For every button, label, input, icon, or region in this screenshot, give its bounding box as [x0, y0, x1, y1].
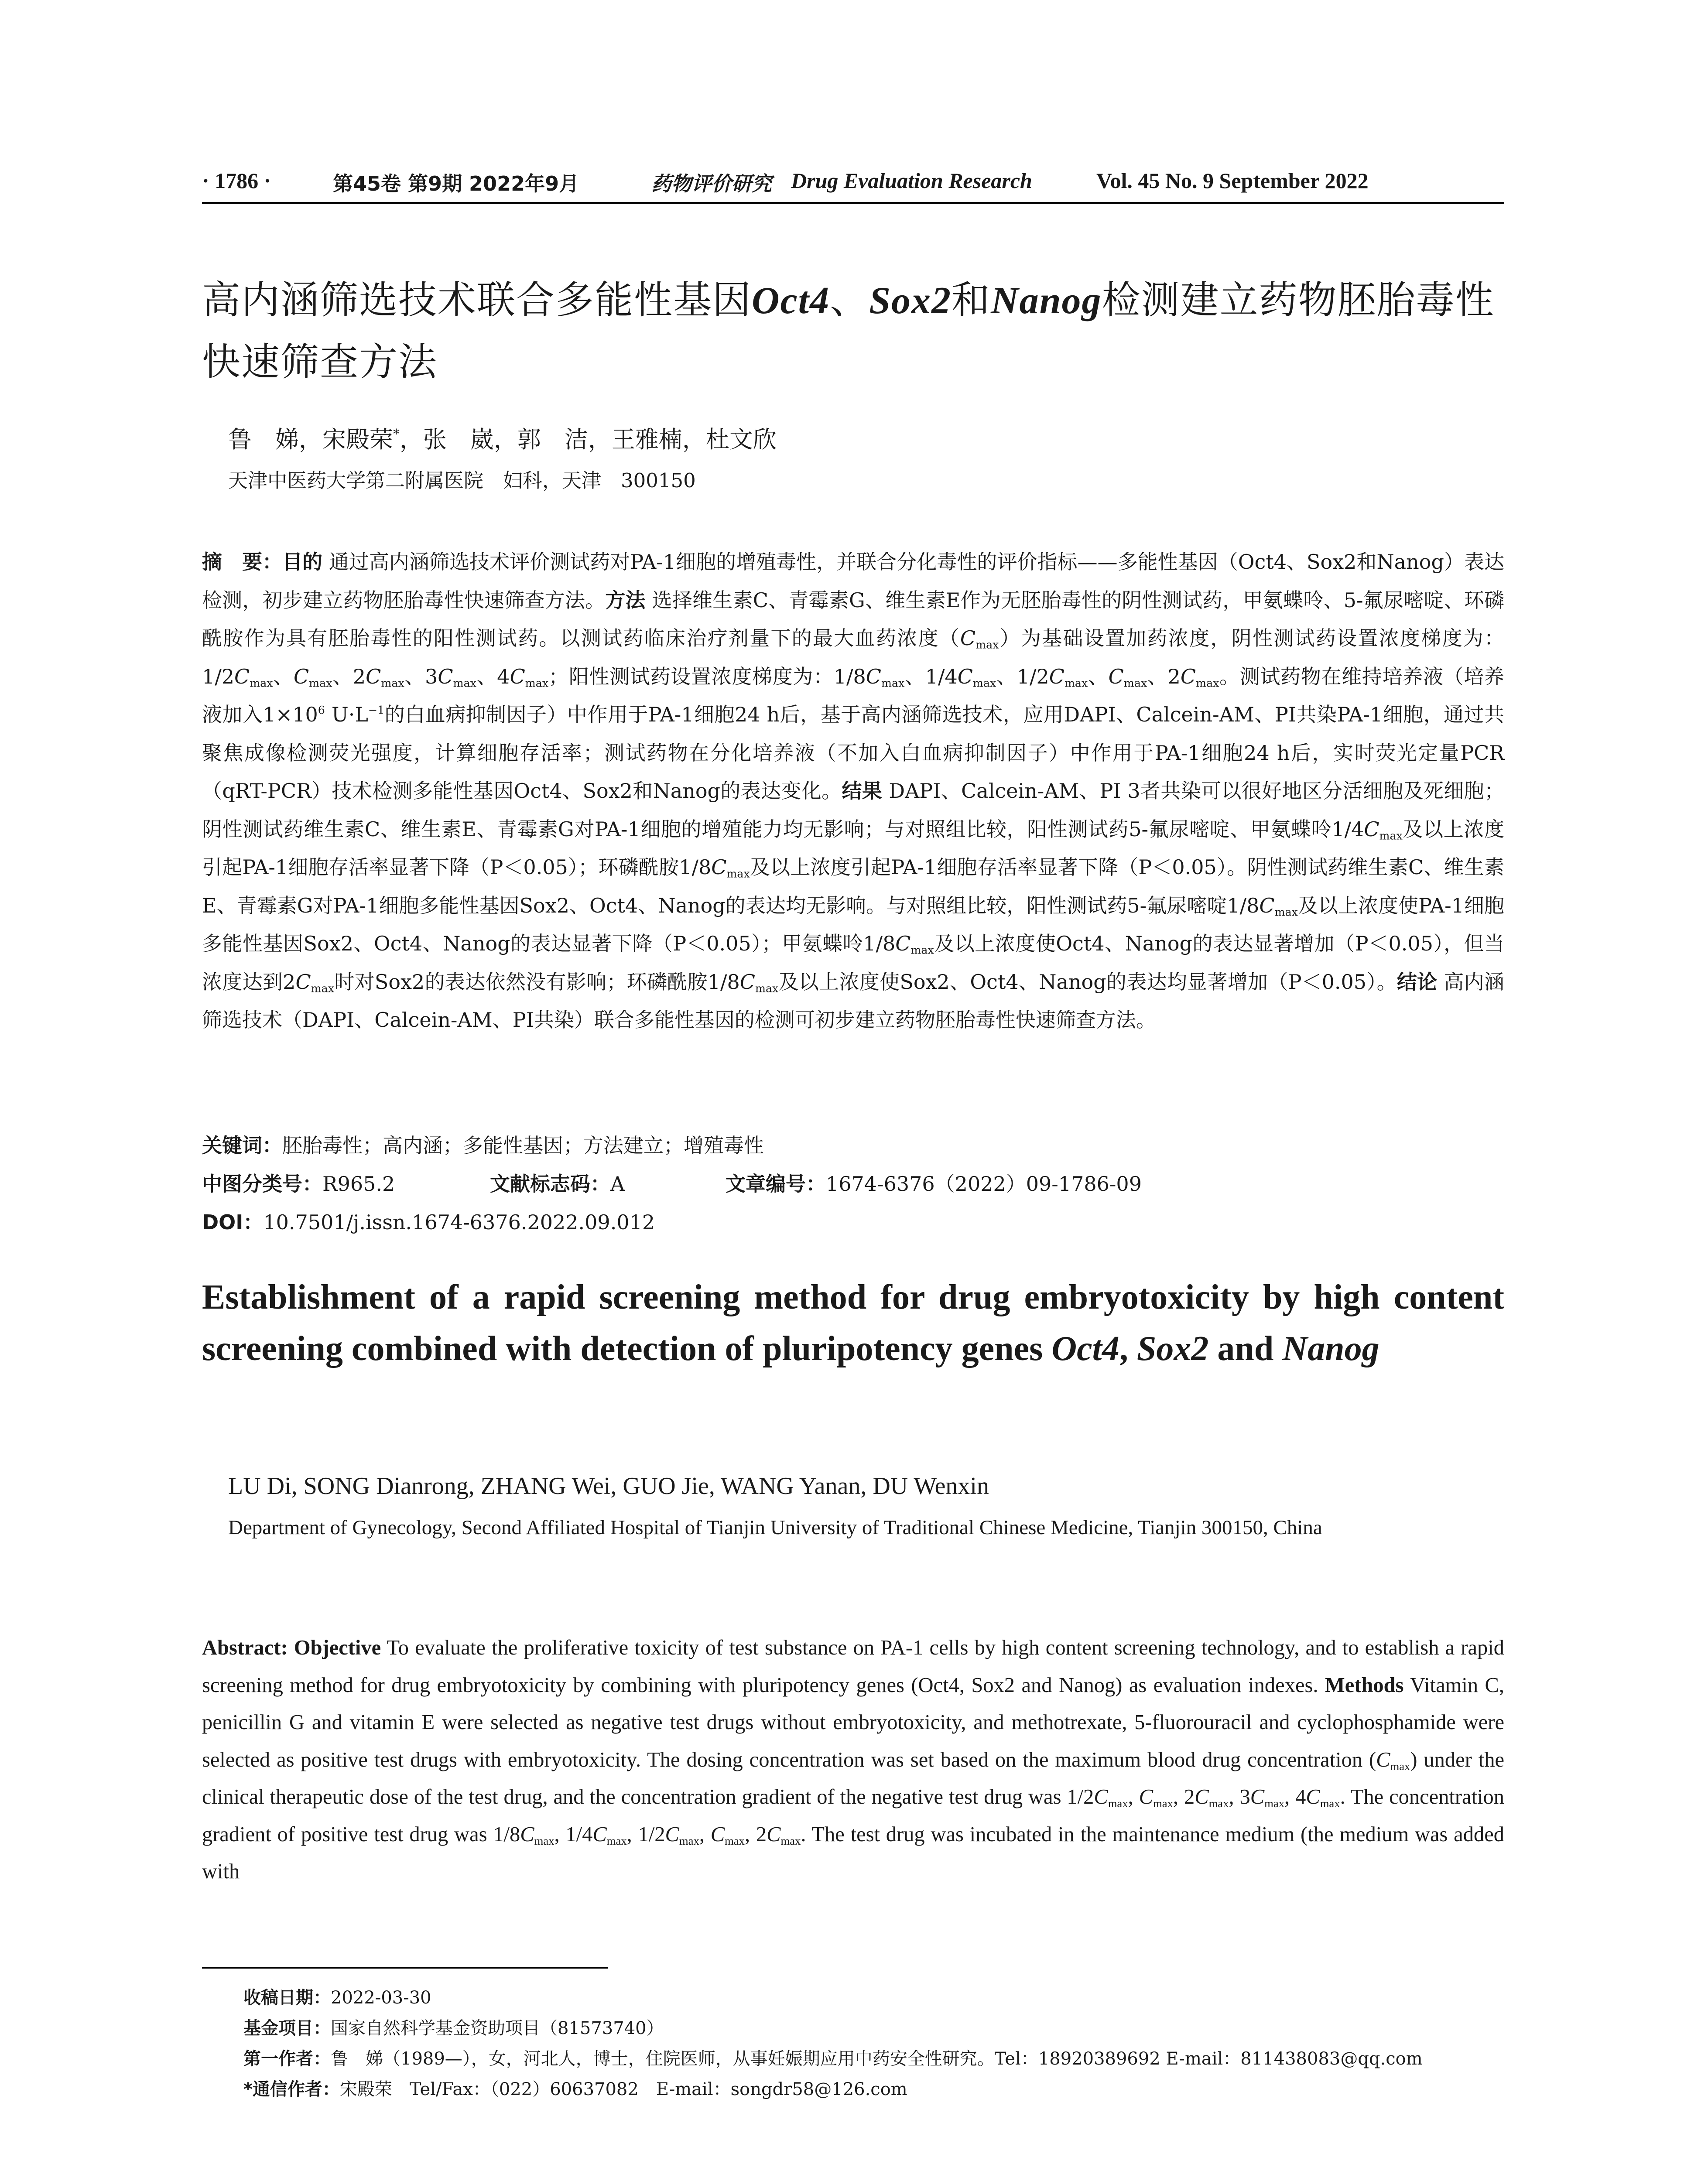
chinese-affiliation: 天津中医药大学第二附属医院 妇科，天津 300150 [228, 469, 696, 492]
journal-name-en: Drug Evaluation Research [791, 168, 1032, 193]
cmax-symbol: C [960, 626, 976, 650]
footnote-fund: 基金项目：国家自然科学基金资助项目（81573740） [243, 2018, 664, 2038]
header-rule [202, 202, 1504, 204]
footnote-received: 收稿日期：2022-03-30 [243, 1988, 431, 2008]
cmax-symbol: C [592, 1822, 607, 1846]
cmax-symbol: C [438, 664, 453, 688]
chinese-abstract: 摘 要：目的 通过高内涵筛选技术评价测试药对PA-1细胞的增殖毒性，并联合分化毒性的评价指标——多能性基因（Oct4、Sox2和Nanog）表达检测，初步建立药物胚胎毒性快速筛查方法。方法 选择维生素C、青霉素G、维生素E作为无胚胎毒性的阴性测试药，甲氨蝶呤、5-氟尿嘧啶、环磷酰胺作为具有胚胎毒性的阳性测试药。以测试药临床治疗剂量下的最大血药浓度$(C_{max})$为基础设置加药浓度，阴性测试药设置浓度梯度为：$1/2C_{max}$、$C_{max}$、$2C_{max}$、$3C_{max}$、$4C_{max}$；阳性测试药设置浓度梯度为：$1/8C_{max}$、$1/4C_{max}$、$1/2C_{max}$、$C_{max}$、$2C_{max}$。测试药物在维持培养液（培养液加入$1\times 10^6$ $U\cdot L^{-1}$的白血病抑制因子）中作用于PA-1细胞24 h后，基于高内涵筛选技术，应用DAPI、Calcein-AM、PI共染PA-1细胞，通过共聚焦成像检测荧光强度，计算细胞存活率；测试药物在分化培养液（不加入白血病抑制因子）中作用于PA-1细胞24 h后，实时荧光定量PCR（qRT-PCR）技术检测多能性基因Oct4、Sox2和Nanog的表达变化。结果 DAPI、Calcein-AM、PI 3者共染可以很好地区分活细胞及死细胞；阴性测试药维生素C、维生素E、青霉素G对PA-1细胞的增殖能力均无影响；与对照组比较，阳性测试药5-氟尿嘧啶、甲氨蝶呤$1/4C_{max}$及以上浓度引起PA-1细胞存活率显著下降（P＜0.05）；环磷酰胺$1/8C_{max}$及以上浓度引起PA-1细胞存活率显著下降（P＜0.05）。阴性测试药维生素C、维生素E、青霉素G对PA-1细胞多能性基因Sox2、Oct4、Nanog的表达均无影响。与对照组比较，阳性测试药5-氟尿嘧啶$1/8C_{max}$及以上浓度使PA-1细胞多能性基因Sox2、Oct4、Nanog的表达显著下降（P＜0.05）；甲氨蝶呤$1/8C_{max}$及以上浓度使Oct4、Nanog的表达显著增加（P＜0.05），但当浓度达到$2C_{max}$时对Sox2的表达依然没有影响；环磷酰胺$1/8C_{max}$及以上浓度使Sox2、Oct4、Nanog的表达均显著增加（P＜0.05）。结论 高内涵筛选技术（DAPI、Calcein-AM、PI共染）联合多能性基因的检测可初步建立药物胚胎毒性快速筛查方法。 [202, 550, 1505, 1032]
running-header [202, 168, 1504, 194]
cmax-symbol: C [1250, 1785, 1265, 1808]
english-affiliation: Department of Gynecology, Second Affiliated Hospital of Tianjin University of Traditional Chinese Medicine, Tianjin 300150, China [228, 1516, 1322, 1539]
cmax-symbol: C [1306, 1785, 1320, 1808]
cmax-symbol: C [234, 664, 250, 688]
cmax-symbol: C [520, 1822, 534, 1846]
english-abstract: Abstract: Objective To evaluate the proliferative toxicity of test substance on PA-1 cells by high content screening technology, and to establish a rapid screening method for drug embryotoxicity by combining with pluripotency genes (Oct4, Sox2 and Nanog) as evaluation indexes. Methods Vitamin C, penicillin G and vitamin E were selected as negative test drugs without embryotoxicity, and methotrexate, 5-fluorouracil and cyclophosphamide were selected as positive test drugs with embryotoxicity. The dosing concentration was set based on the maximum blood drug concentration $(C_{max})$ under the clinical therapeutic dose of the test drug, and the concentration gradient of the negative test drug was $1/2C_{max}$, $C_{max}$, $2C_{max}$, $3C_{max}$, $4C_{max}$. The concentration gradient of positive test drug was $1/8C_{max}$, $1/4C_{max}$, $1/2C_{max}$, $C_{max}$, $2C_{max}$. The test drug was incubated in the maintenance medium (the medium was added with [202, 1636, 1505, 1883]
cmax-symbol: C [739, 970, 755, 994]
cmax-symbol: C [665, 1822, 679, 1846]
issue-en: Vol. 45 No. 9 September 2022 [1096, 168, 1369, 193]
cmax-symbol: C [767, 1822, 781, 1846]
footnote-corresponding-author: *通信作者：宋殿荣 Tel/Fax：（022）60637082 E-mail：songdr58@126.com [243, 2079, 907, 2099]
footnote-rule [202, 1967, 608, 1969]
chinese-authors: 鲁 娣，宋殿荣*，张 崴，郭 洁，王雅楠，杜文欣 [228, 426, 777, 453]
cmax-symbol: C [1180, 664, 1196, 688]
cmax-symbol: C [1195, 1785, 1209, 1808]
english-title: Establishment of a rapid screening method for drug embryotoxicity by high content screening combined with detection of pluripotency genes Oct4, Sox2 and Nanog [202, 1278, 1504, 1368]
cmax-symbol: C [957, 664, 973, 688]
chinese-title: 高内涵筛选技术联合多能性基因Oct4、Sox2和Nanog检测建立药物胚胎毒性快速筛查方法 [202, 277, 1495, 384]
cmax-symbol: C [293, 664, 309, 688]
footnote-first-author: 第一作者：鲁 娣（1989—），女，河北人，博士，住院医师，从事妊娠期应用中药安全性研究。Tel：18920389692 E-mail：811438083@qq.com [243, 2049, 1423, 2069]
cmax-symbol: C [1376, 1748, 1390, 1771]
cmax-symbol: C [1049, 664, 1065, 688]
cmax-symbol: C [1139, 1785, 1153, 1808]
journal-logo: 药物评价研究 [651, 172, 772, 195]
doi: DOI：10.7501/j.issn.1674-6376.2022.09.012 [202, 1210, 655, 1234]
cmax-symbol: C [866, 664, 881, 688]
cmax-symbol: C [1094, 1785, 1108, 1808]
page-number: · 1786 · [202, 168, 271, 193]
cmax-symbol: C [366, 664, 381, 688]
cmax-symbol: C [711, 855, 727, 879]
english-authors: LU Di, SONG Dianrong, ZHANG Wei, GUO Jie, WANG Yanan, DU Wenxin [228, 1473, 989, 1500]
cmax-symbol: C [510, 664, 525, 688]
paper-page [202, 0, 1504, 2181]
cmax-symbol: C [1259, 893, 1275, 917]
cmax-symbol: C [295, 970, 311, 994]
cmax-symbol: C [1364, 817, 1379, 841]
cmax-symbol: C [710, 1822, 725, 1846]
keywords: 关键词：胚胎毒性；高内涵；多能性基因；方法建立；增殖毒性 [202, 1134, 764, 1157]
cmax-symbol: C [895, 932, 911, 955]
cmax-symbol: C [1108, 664, 1124, 688]
issue-cn: 第45卷 第9期 2022年9月 [333, 172, 579, 195]
classification-line: 中图分类号：R965.2 文献标志码：A 文章编号：1674-6376（2022）09-1786-09 [202, 1172, 1142, 1196]
